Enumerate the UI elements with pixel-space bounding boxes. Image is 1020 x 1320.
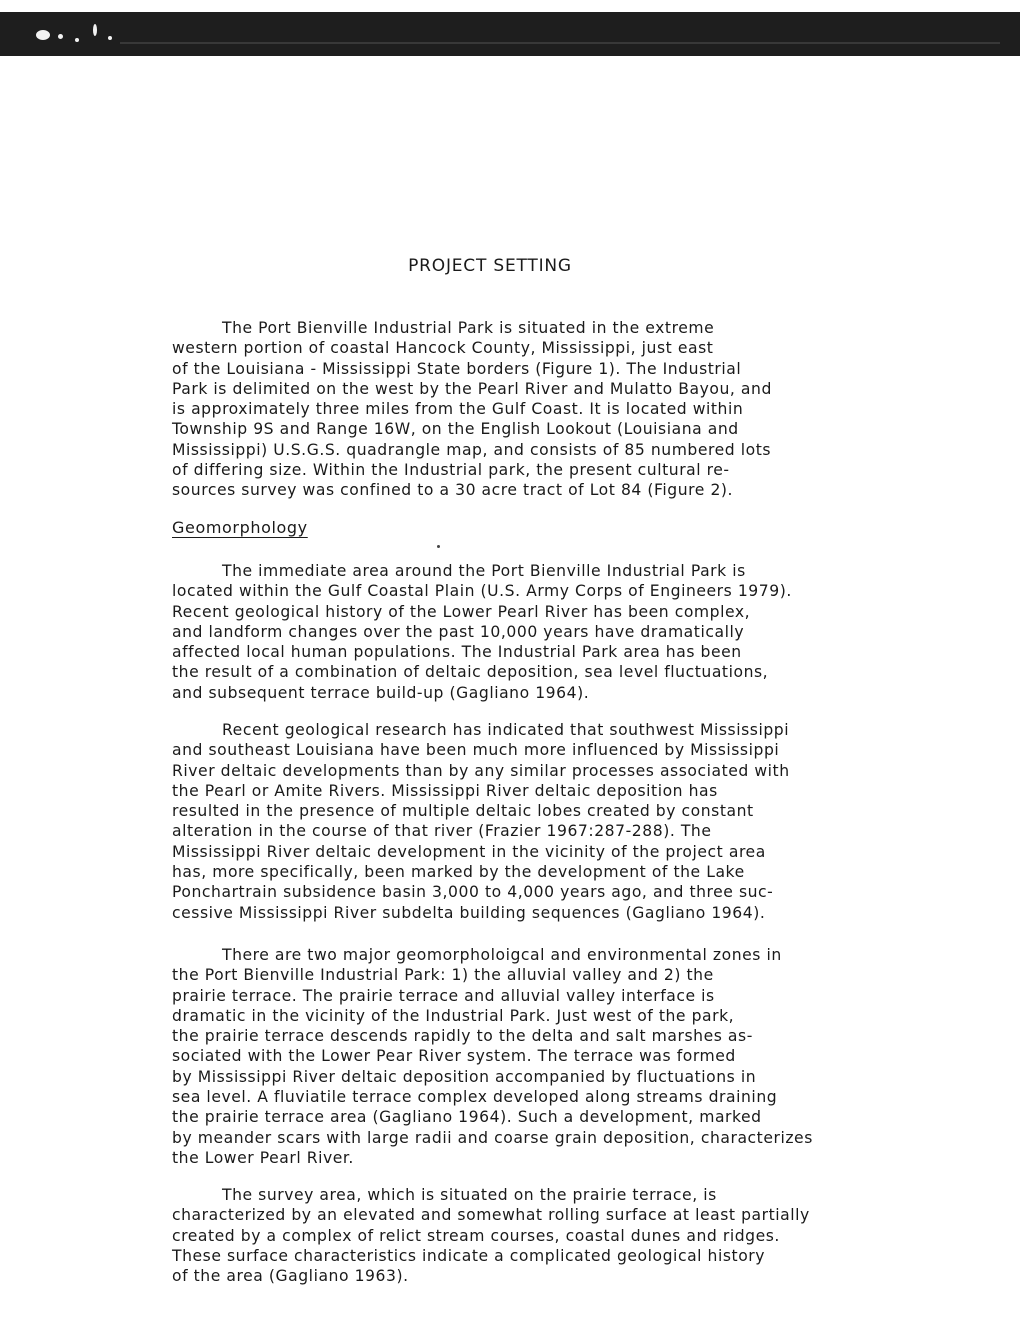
paragraph-line: has, more specifically, been marked by the development of the Lake bbox=[172, 863, 745, 882]
paragraph-line: resulted in the presence of multiple deltaic lobes created by constant bbox=[172, 802, 754, 821]
paragraph-line: Recent geological history of the Lower Pearl River has been complex, bbox=[172, 602, 751, 621]
scan-artifact-bar bbox=[0, 12, 1020, 56]
paragraph-5 bbox=[172, 1185, 902, 1286]
paragraph-line: Mississippi) U.S.G.S. quadrangle map, and consists of 85 numbered lots bbox=[172, 440, 772, 459]
paragraph-line: created by a complex of relict stream courses, coastal dunes and ridges. bbox=[172, 1226, 780, 1245]
paragraph-line: River deltaic developments than by any similar processes associated with bbox=[172, 761, 790, 780]
paragraph-line: by Mississippi River deltaic deposition accompanied by fluctuations in bbox=[172, 1067, 757, 1086]
paragraph-line: The immediate area around the Port Bienville Industrial Park is bbox=[222, 562, 746, 580]
paragraph-1 bbox=[172, 318, 902, 501]
paragraph-line: alteration in the course of that river (Frazier 1967:287-288). The bbox=[172, 822, 712, 841]
paragraph-line: Recent geological research has indicated that southwest Mississippi bbox=[222, 721, 790, 739]
paragraph-line: by meander scars with large radii and coarse grain deposition, characterizes bbox=[172, 1128, 813, 1147]
scan-speck bbox=[93, 24, 97, 36]
paragraph-line: The Port Bienville Industrial Park is situated in the extreme bbox=[222, 319, 715, 337]
paragraph-line: of the area (Gagliano 1963). bbox=[172, 1267, 409, 1286]
paragraph-line: There are two major geomorpholoigcal and environmental zones in bbox=[222, 946, 782, 964]
paragraph-line: and southeast Louisiana have been much more influenced by Mississippi bbox=[172, 741, 780, 760]
paragraph-line: the prairie terrace area (Gagliano 1964). Such a development, marked bbox=[172, 1108, 762, 1127]
paragraph-line: sea level. A fluviatile terrace complex developed along streams draining bbox=[172, 1088, 778, 1107]
paragraph-line: located within the Gulf Coastal Plain (U.S. Army Corps of Engineers 1979). bbox=[172, 582, 792, 601]
scan-dot bbox=[437, 545, 440, 548]
paragraph-line: and landform changes over the past 10,000 years have dramatically bbox=[172, 622, 745, 641]
paragraph-line: sources survey was confined to a 30 acre tract of Lot 84 (Figure 2). bbox=[172, 481, 734, 500]
paragraph-line: affected local human populations. The Industrial Park area has been bbox=[172, 643, 742, 662]
paragraph-line: Mississippi River deltaic development in the vicinity of the project area bbox=[172, 842, 766, 861]
paragraph-line: and subsequent terrace build-up (Gagliano 1964). bbox=[172, 683, 590, 702]
paragraph-line: characterized by an elevated and somewhat rolling surface at least partially bbox=[172, 1206, 810, 1225]
paragraph-line: These surface characteristics indicate a complicated geological history bbox=[172, 1246, 766, 1265]
paragraph-line: Ponchartrain subsidence basin 3,000 to 4,000 years ago, and three suc- bbox=[172, 883, 774, 902]
paragraph-line: the result of a combination of deltaic deposition, sea level fluctuations, bbox=[172, 663, 769, 682]
paragraph-line: sociated with the Lower Pear River system. The terrace was formed bbox=[172, 1047, 736, 1066]
paragraph-line: western portion of coastal Hancock County, Mississippi, just east bbox=[172, 339, 714, 358]
section-heading: Geomorphology bbox=[172, 518, 308, 537]
paragraph-line: dramatic in the vicinity of the Industrial Park. Just west of the park, bbox=[172, 1006, 735, 1025]
paragraph-line: is approximately three miles from the Gulf Coast. It is located within bbox=[172, 400, 744, 419]
paragraph-line: The survey area, which is situated on the prairie terrace, is bbox=[222, 1186, 717, 1204]
paragraph-line: the Pearl or Amite Rivers. Mississippi River deltaic deposition has bbox=[172, 781, 718, 800]
scan-speck bbox=[58, 34, 63, 39]
paragraph-2 bbox=[172, 561, 902, 703]
page-title: PROJECT SETTING bbox=[408, 256, 572, 276]
paragraph-3 bbox=[172, 720, 902, 923]
paragraph-line: the Port Bienville Industrial Park: 1) the alluvial valley and 2) the bbox=[172, 966, 714, 985]
paragraph-line: the prairie terrace descends rapidly to the delta and salt marshes as- bbox=[172, 1027, 753, 1046]
paragraph-line: of the Louisiana - Mississippi State borders (Figure 1). The Industrial bbox=[172, 359, 742, 378]
scan-streak bbox=[120, 42, 1000, 44]
paragraph-line: Park is delimited on the west by the Pearl River and Mulatto Bayou, and bbox=[172, 379, 772, 398]
paragraph-line: Township 9S and Range 16W, on the English Lookout (Louisiana and bbox=[172, 420, 739, 439]
scan-speck bbox=[36, 30, 50, 40]
scan-speck bbox=[108, 36, 112, 40]
scan-speck bbox=[75, 38, 79, 42]
paragraph-line: of differing size. Within the Industrial park, the present cultural re- bbox=[172, 461, 730, 480]
paragraph-line: the Lower Pearl River. bbox=[172, 1148, 354, 1167]
paragraph-4 bbox=[172, 945, 902, 1168]
paragraph-line: cessive Mississippi River subdelta building sequences (Gagliano 1964). bbox=[172, 903, 766, 922]
paragraph-line: prairie terrace. The prairie terrace and alluvial valley interface is bbox=[172, 986, 715, 1005]
